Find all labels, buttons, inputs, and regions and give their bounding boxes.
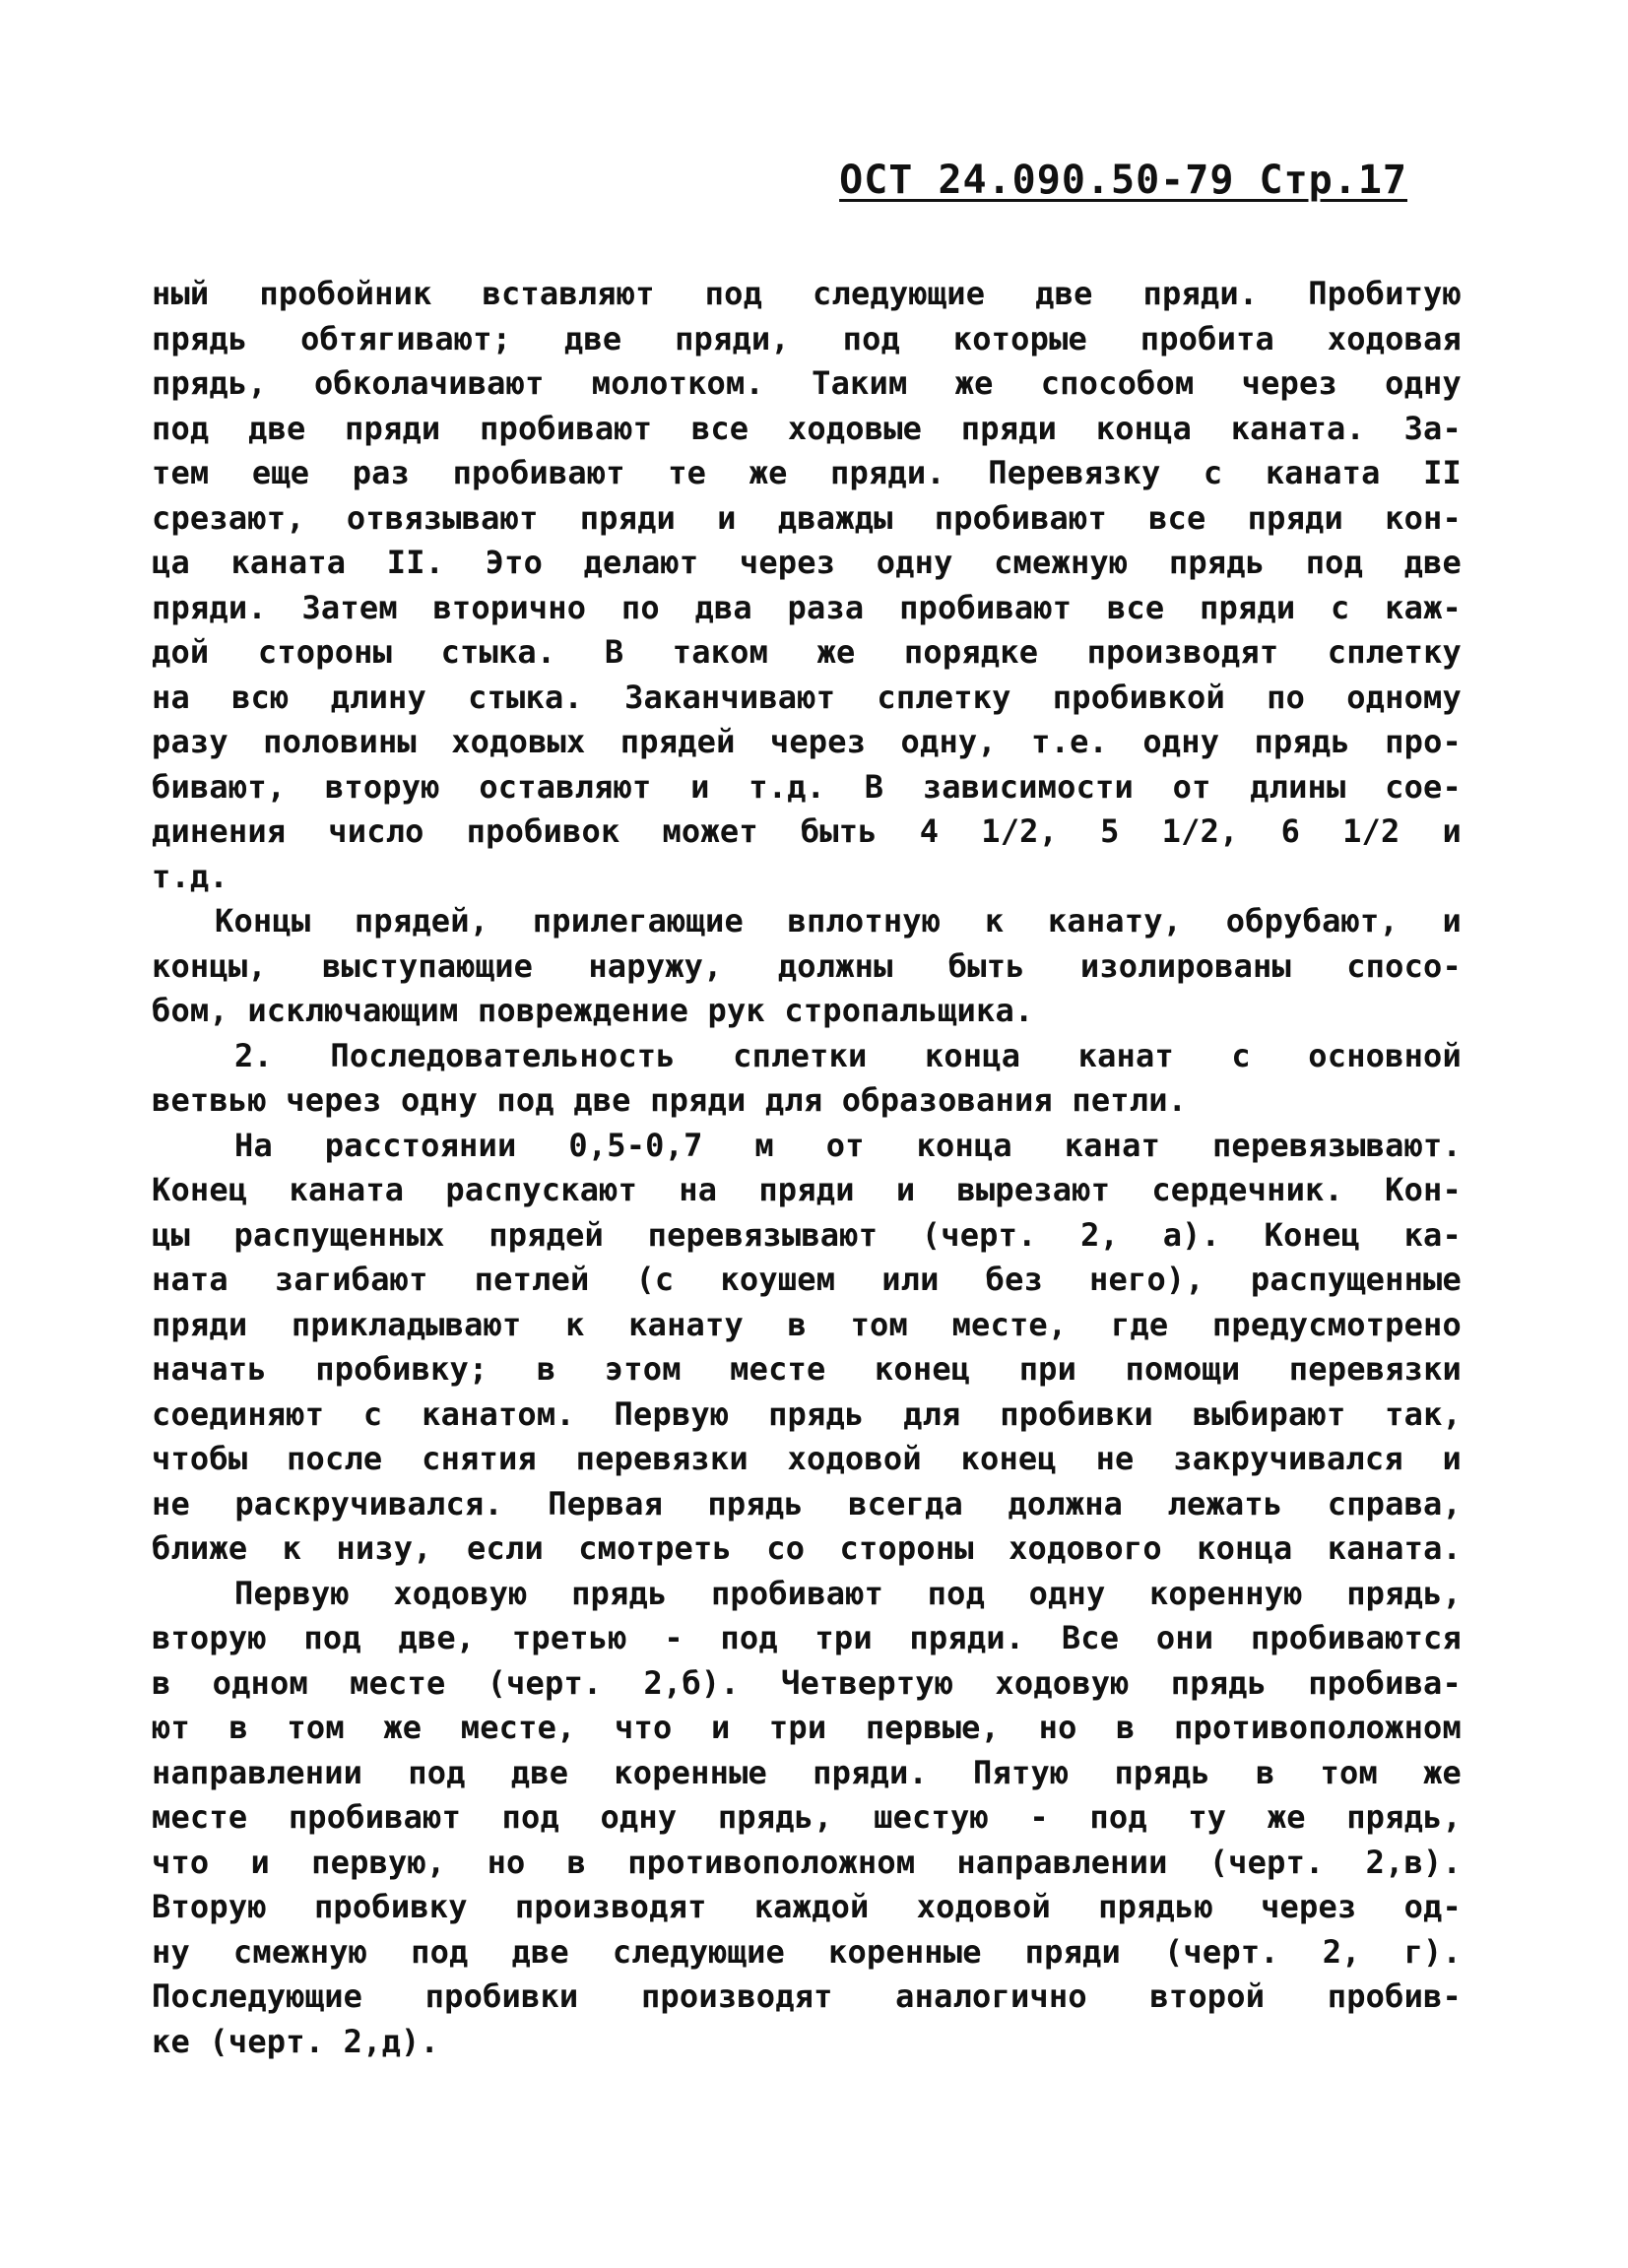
text-line: пряди. Затем вторично по два раза пробивают все пряди с каж- bbox=[152, 588, 1462, 626]
text-line: прядь, обколачивают молотком. Таким же способом через одну bbox=[152, 364, 1462, 402]
paragraph bbox=[152, 272, 1462, 899]
text-line: Вторую пробивку производят каждой ходовой прядью через од- bbox=[152, 1888, 1462, 1925]
text-line: 2. Последовательность сплетки конца канат с основной bbox=[234, 1036, 1462, 1074]
text-line: ца каната II. Это делают через одну смежную прядь под две bbox=[152, 544, 1462, 581]
text-line: Последующие пробивки производят аналогично второй пробив- bbox=[152, 1977, 1462, 2015]
text-line: ветвью через одну под две пряди для образования петли. bbox=[152, 1081, 1188, 1119]
paragraph bbox=[152, 1572, 1462, 2065]
text-line: ный пробойник вставляют под следующие две пряди. Пробитую bbox=[152, 275, 1462, 312]
text-line: концы, выступающие наружу, должны быть изолированы спосо- bbox=[152, 946, 1462, 985]
paragraph bbox=[152, 899, 1462, 1034]
text-line: что и первую, но в противоположном направлении (черт. 2,в). bbox=[152, 1843, 1462, 1881]
document-body bbox=[152, 272, 1462, 2064]
text-line: ну смежную под две следующие коренные пряди (черт. 2, г). bbox=[152, 1932, 1462, 1971]
text-line: цы распущенных прядей перевязывают (черт. 2, а). Конец ка- bbox=[152, 1215, 1462, 1254]
text-line: динения число пробивок может быть 4 1/2, 5 1/2, 6 1/2 и bbox=[152, 812, 1462, 850]
text-line: бом, исключающим повреждение рук стропальщика. bbox=[152, 992, 1034, 1029]
text-line: соединяют с канатом. Первую прядь для пробивки выбирают так, bbox=[152, 1394, 1462, 1433]
text-line: начать пробивку; в этом месте конец при помощи перевязки bbox=[152, 1350, 1462, 1388]
text-line: направлении под две коренные пряди. Пятую прядь в том же bbox=[152, 1753, 1462, 1791]
text-line: ната загибают петлей (с коушем или без него), распущенные bbox=[152, 1261, 1462, 1298]
text-line: пряди прикладывают к канату в том месте, где предусмотрено bbox=[152, 1305, 1462, 1343]
text-line: Первую ходовую прядь пробивают под одну коренную прядь, bbox=[234, 1574, 1462, 1612]
document-header: ОСТ 24.090.50-79 Стр.17 bbox=[839, 158, 1407, 203]
text-line: месте пробивают под одну прядь, шестую - под ту же прядь, bbox=[152, 1798, 1462, 1836]
paragraph bbox=[152, 1124, 1462, 1572]
text-line: ближе к низу, если смотреть со стороны ходового конца каната. bbox=[152, 1529, 1462, 1567]
text-line: ке (черт. 2,д). bbox=[152, 2022, 439, 2060]
text-line: не раскручивался. Первая прядь всегда должна лежать справа, bbox=[152, 1484, 1462, 1523]
text-line: чтобы после снятия перевязки ходовой конец не закручивался и bbox=[152, 1440, 1462, 1477]
text-line: в одном месте (черт. 2,б). Четвертую ходовую прядь пробива- bbox=[152, 1663, 1462, 1702]
text-line: Концы прядей, прилегающие вплотную к канату, обрубают, и bbox=[215, 902, 1462, 940]
text-line: разу половины ходовых прядей через одну, т.е. одну прядь про- bbox=[152, 723, 1462, 760]
text-line: На расстоянии 0,5-0,7 м от конца канат перевязывают. bbox=[234, 1126, 1462, 1164]
text-line: на всю длину стыка. Заканчивают сплетку пробивкой по одному bbox=[152, 678, 1462, 716]
text-line: прядь обтягивают; две пряди, под которые пробита ходовая bbox=[152, 319, 1462, 357]
text-line: дой стороны стыка. В таком же порядке производят сплетку bbox=[152, 633, 1462, 671]
text-line: Конец каната распускают на пряди и вырезают сердечник. Кон- bbox=[152, 1171, 1462, 1208]
text-line: т.д. bbox=[152, 857, 228, 895]
text-line: под две пряди пробивают все ходовые пряди конца каната. За- bbox=[152, 409, 1462, 447]
text-line: срезают, отвязывают пряди и дважды пробивают все пряди кон- bbox=[152, 498, 1462, 537]
text-line: ют в том же месте, что и три первые, но в противоположном bbox=[152, 1709, 1462, 1746]
paragraph bbox=[152, 1034, 1462, 1124]
text-line: тем еще раз пробивают те же пряди. Перевязку с каната II bbox=[152, 454, 1462, 491]
text-line: бивают, вторую оставляют и т.д. В зависимости от длины сое- bbox=[152, 767, 1462, 806]
text-line: вторую под две, третью - под три пряди. Все они пробиваются bbox=[152, 1619, 1462, 1656]
